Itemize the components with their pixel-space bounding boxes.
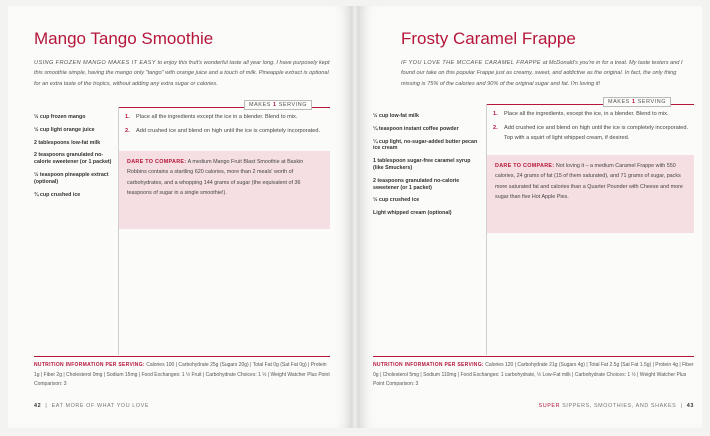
book-gutter <box>351 6 359 428</box>
nutrition-text: Calories 120 | Carbohydrate 21g (Sugars 4g) | Total Fat 2.5g (Sat Fat 1.5g) | Protein 4g | Fiber 0g | Cholesterol 5mg | Sodium 110mg | Food Exchanges: 1 carbohydrate, ½ Low-Fat milk | Carbohydrate Choices: 1 ½ | Weight Watcher Plus Point Comparison: 3 <box>373 362 694 387</box>
page-number: 42 <box>34 403 42 409</box>
right-intro <box>401 58 694 89</box>
step-text: Add crushed ice and blend on high until the ice is completely incorporated. <box>136 128 321 134</box>
page-number: 43 <box>686 403 694 409</box>
ingredient-item: ½ teaspoon pineapple extract (optional) <box>34 171 109 185</box>
nutrition-label: NUTRITION INFORMATION PER SERVING: <box>34 362 145 368</box>
step-number: 1. <box>493 111 498 117</box>
right-makes-badge <box>603 97 671 107</box>
running-head-accent: SUPER <box>538 403 563 409</box>
ingredient-item: ¼ cup light, no-sugar-added butter pecan ice cream <box>373 138 478 152</box>
ingredient-item: ¼ teaspoon instant coffee powder <box>373 125 459 132</box>
left-nutrition-info <box>34 361 330 390</box>
step-item <box>493 109 694 119</box>
right-recipe-title: Frosty Caramel Frappe <box>401 29 576 48</box>
right-nutrition-info <box>373 361 694 390</box>
right-intro-lead: IF YOU LOVE THE MCCAFE CARAMEL FRAPPE <box>401 60 542 66</box>
right-makes-unit: SERVING <box>637 99 667 105</box>
step-text: Place all the ingredients, except the ice, in a blender. Blend to mix. <box>504 111 669 117</box>
ingredient-item: 2 teaspoons granulated no-calorie sweetener (or 1 packet) <box>34 152 112 166</box>
step-number: 2. <box>493 125 498 131</box>
left-dare-to-compare-box <box>119 151 330 229</box>
left-ingredient-list <box>34 114 114 204</box>
ingredient-item: ½ cup crushed ice <box>373 197 420 204</box>
nutrition-label: NUTRITION INFORMATION PER SERVING: <box>373 362 484 368</box>
ingredient-item: ¾ cup crushed ice <box>34 191 81 198</box>
running-head: SIPPERS, SMOOTHIES, AND SHAKES <box>562 403 677 409</box>
dare-text: Not loving it – a medium Caramel Frappe with 550 calories, 24 grams of fat (15 of them saturated), and 71 grams of sugar, packs more saturated fat and calories than a Quarter Pounder with Cheese and more sugar than five Hot Apple Pies. <box>495 163 683 200</box>
running-head: EAT MORE OF WHAT YOU LOVE <box>51 403 150 409</box>
ingredient-item: 1 tablespoon sugar-free caramel syrup (like Smuckers) <box>373 158 471 171</box>
left-makes-badge <box>244 100 312 110</box>
right-steps <box>493 109 694 147</box>
right-dare-to-compare-box <box>487 155 694 233</box>
right-folio: SUPER SIPPERS, SMOOTHIES, AND SHAKES | 43 <box>538 403 694 409</box>
left-recipe-title: Mango Tango Smoothie <box>34 29 214 48</box>
step-item <box>125 112 330 122</box>
step-text: Add crushed ice and blend on high until the ice is completely incorporated. Top with a squirt of light whipped cream, if desired. <box>504 125 689 141</box>
dare-label: DARE TO COMPARE: <box>127 159 187 165</box>
ingredient-item: Light whipped cream (optional) <box>373 210 452 217</box>
right-ingredient-list <box>373 113 481 223</box>
left-makes-number: 1 <box>272 102 277 108</box>
ingredient-item: 2 tablespoons low-fat milk <box>34 139 101 146</box>
left-steps <box>125 112 330 140</box>
ingredient-item: ½ cup frozen mango <box>34 114 86 120</box>
ingredient-item: 2 teaspoons granulated no-calorie sweetener (or 1 packet) <box>373 177 460 191</box>
step-text: Place all the ingredients except the ice in a blender. Blend to mix. <box>136 114 298 120</box>
ingredient-item: ½ cup light orange juice <box>34 126 95 133</box>
left-makes-unit: SERVING <box>278 102 308 108</box>
left-intro-lead: USING FROZEN MANGO MAKES IT EASY <box>34 60 156 66</box>
step-item <box>125 126 330 136</box>
dare-label: DARE TO COMPARE: <box>495 163 555 169</box>
right-makes-number: 1 <box>631 99 636 105</box>
ingredient-item: ½ cup low-fat milk <box>373 113 419 119</box>
left-makes-label: MAKES <box>249 102 271 108</box>
right-nutrition-rule <box>373 356 694 357</box>
right-makes-label: MAKES <box>608 99 630 105</box>
dare-text: A medium Mango Fruit Blast Smoothie at Baskin Robbins contains a startling 620 calories, more than 2 meals' worth of carbohydrates, and a whopping 144 grams of sugar (the equivalent of 36 teaspoons of sugar in a single smoothie!). <box>127 159 304 196</box>
left-intro <box>34 58 330 89</box>
step-number: 1. <box>125 114 130 120</box>
left-folio: 42 | EAT MORE OF WHAT YOU LOVE <box>34 403 150 409</box>
left-nutrition-rule <box>34 356 330 357</box>
step-item <box>493 123 694 143</box>
right-intro-text: at McDonald's you're in for a treat. My taste testers and I found our take on this popular Frappe just as creamy, sweet, and addictive as the original. In fact, the only thing missing is 75% of the calories and 90% of the original sugar and fat. I'm loving it! <box>401 60 683 87</box>
step-number: 2. <box>125 128 130 134</box>
left-intro-text: to enjoy this fruit's wonderful taste all year long. I have purposely kept this smoothie simple, having the mango only "tango" with orange juice and a touch of milk. Pineapple extract is optional for an extra taste of the tropics, without adding any extra sugar or calories. <box>34 60 330 87</box>
left-column-divider <box>118 107 119 355</box>
nutrition-text: Calories 100 | Carbohydrate 25g (Sugars 20g) | Total Fat 0g (Sat Fat 0g) | Protein 1g | Fiber 2g | Cholesterol 0mg | Sodium 15mg | Food Exchanges: 1 ½ Fruit | Carbohydrate Choices: 1 ½ | Weight Watcher Plus Point Comparison: 3 <box>34 362 330 387</box>
